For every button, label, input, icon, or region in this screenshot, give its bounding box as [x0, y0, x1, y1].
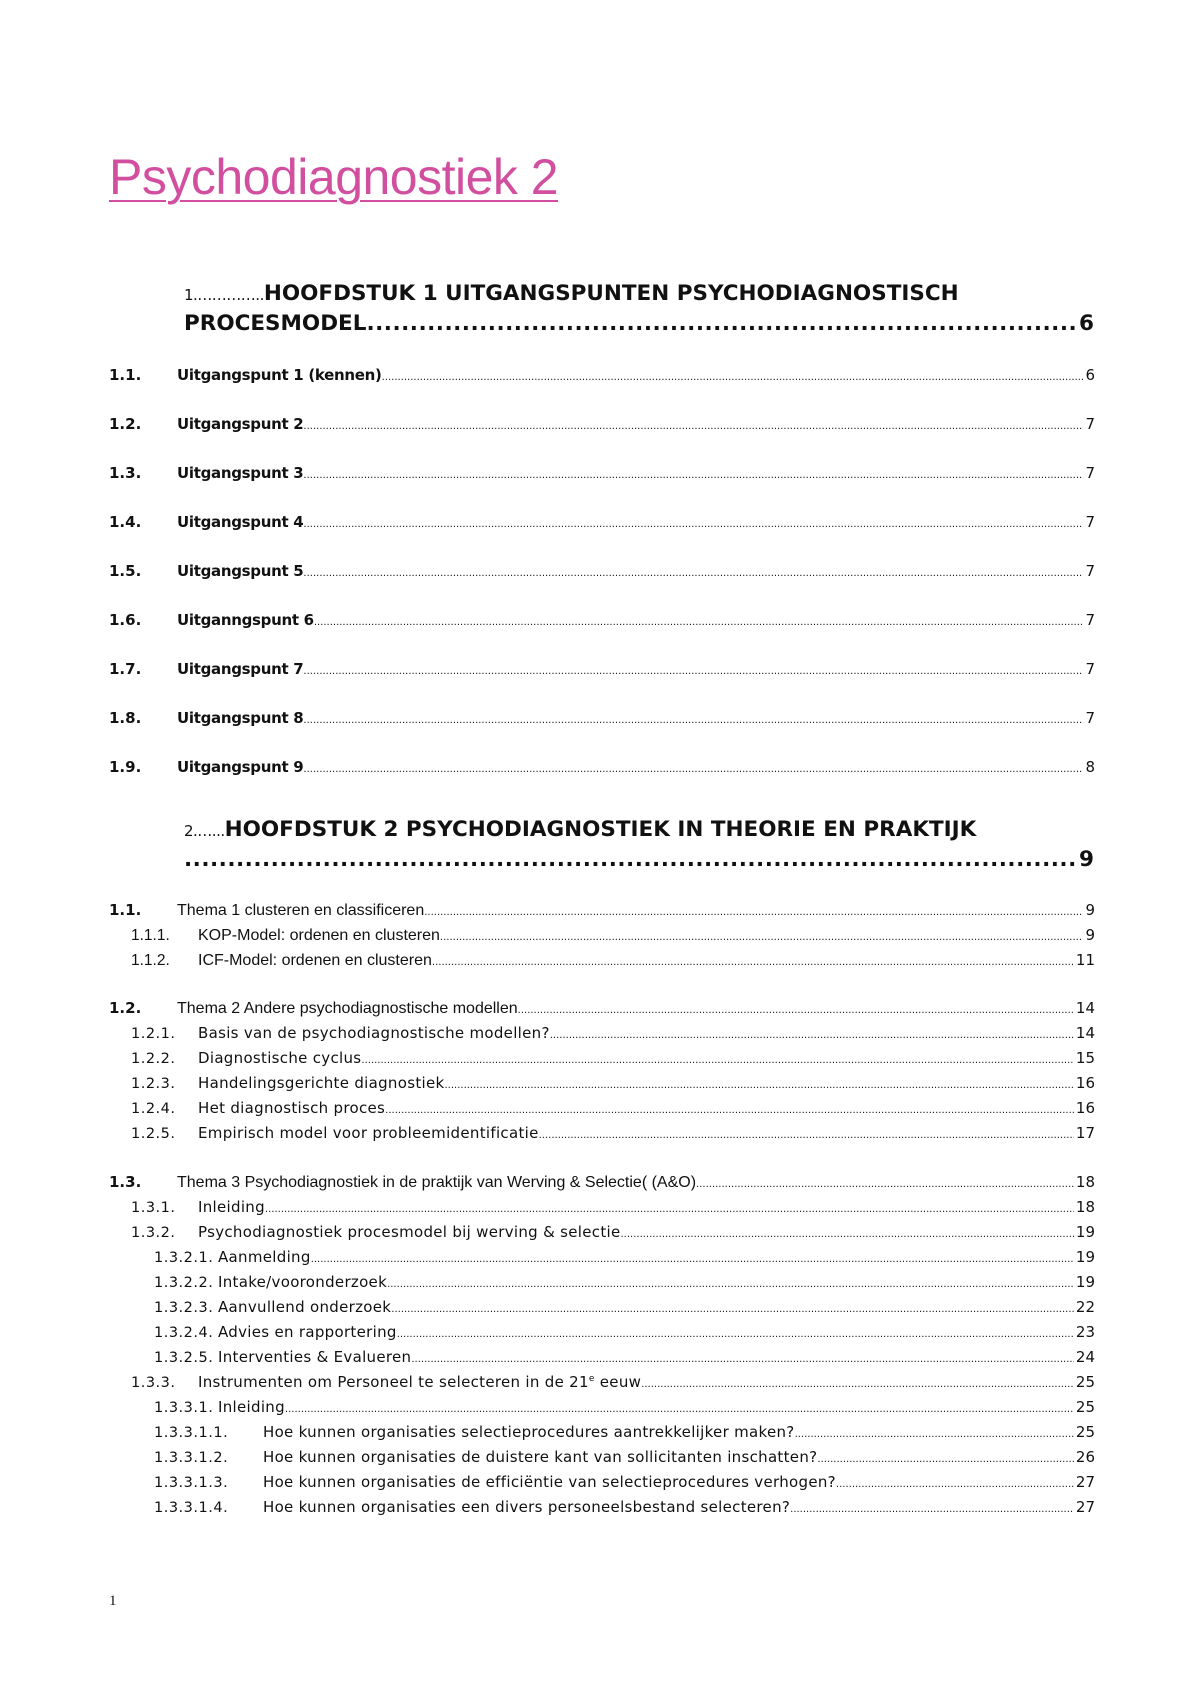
- toc-entry-page: 7: [1085, 464, 1095, 482]
- toc-entry[interactable]: [109, 1124, 1095, 1146]
- toc-entry-page: 14: [1075, 1024, 1095, 1042]
- toc-leader-dots: [397, 1329, 1074, 1340]
- toc-entry[interactable]: [109, 1099, 1095, 1121]
- toc-entry-page: 25: [1075, 1373, 1095, 1391]
- toc-entry[interactable]: [109, 926, 1095, 948]
- toc-entry[interactable]: [109, 1173, 1095, 1195]
- toc-entry-page: 25: [1075, 1398, 1095, 1416]
- toc-entry-page: 22: [1075, 1298, 1095, 1316]
- toc-entry-number: 1.2.3.: [131, 1076, 176, 1092]
- toc-leader-dots: [432, 957, 1074, 968]
- toc-leader-dots: [366, 309, 1079, 339]
- toc-entry-title: Basis van de psychodiagnostische modellen?: [198, 1024, 550, 1042]
- toc-entry[interactable]: [109, 1298, 1095, 1320]
- toc-entry[interactable]: [109, 562, 1095, 584]
- toc-entry-title: Thema 3 Psychodiagnostiek in de praktijk van Werving & Selectie( (A&O): [177, 1174, 697, 1191]
- superscript: e: [588, 1374, 595, 1384]
- toc-entry-page: 6: [1085, 366, 1095, 384]
- toc-entry-number: 1.2.: [109, 999, 142, 1017]
- toc-entry[interactable]: [109, 1448, 1095, 1470]
- toc-chapter-1-title-line2: PROCESMODEL: [184, 311, 367, 336]
- toc-entry-title: Aanvullend onderzoek: [218, 1298, 392, 1316]
- toc-entry-title: Hoe kunnen organisaties een divers personeelsbestand selecteren?: [263, 1498, 791, 1516]
- toc-leader-dots: [303, 519, 1083, 530]
- toc-entry-page: 25: [1075, 1423, 1095, 1441]
- toc-entry-number: 1.5.: [109, 562, 142, 580]
- toc-leader-dots: [696, 1179, 1074, 1190]
- toc-leader-dots: [303, 764, 1083, 775]
- toc-entry[interactable]: [109, 1049, 1095, 1071]
- toc-chapter-1-page: 6: [1079, 311, 1094, 336]
- toc-entry-page: 7: [1085, 611, 1095, 629]
- toc-entry-title: Inleiding: [218, 1398, 285, 1416]
- toc-entry-number: 1.6.: [109, 611, 142, 629]
- toc-entry-number: 1.3.2.5.: [154, 1350, 214, 1366]
- toc-entry-title: Handelingsgerichte diagnostiek: [198, 1074, 445, 1092]
- toc-entry-number: 1.3.3.1.1.: [154, 1425, 229, 1441]
- toc-entry-page: 17: [1075, 1124, 1095, 1142]
- toc-entry[interactable]: [109, 901, 1095, 923]
- toc-leader-dots: [539, 1130, 1074, 1141]
- toc-entry-title: Empirisch model voor probleemidentificatie: [198, 1124, 539, 1142]
- toc-entry-number: 1.2.5.: [131, 1126, 176, 1142]
- toc-entry[interactable]: [109, 1273, 1095, 1295]
- toc-entry[interactable]: [109, 1248, 1095, 1270]
- toc-entry[interactable]: [109, 366, 1095, 388]
- toc-entry-title: Advies en rapportering: [218, 1323, 397, 1341]
- toc-entry-title: Uitgangspunt 2: [177, 415, 304, 433]
- toc-entry-title: Thema 1 clusteren en classificeren: [177, 902, 425, 919]
- toc-chapter-1-lead: 1.…………..: [184, 286, 264, 304]
- toc-entry-page: 7: [1085, 660, 1095, 678]
- toc-entry-page: 7: [1085, 415, 1095, 433]
- toc-leader-dots: [790, 1504, 1074, 1515]
- toc-entry[interactable]: [109, 1223, 1095, 1245]
- toc-entry-page: 16: [1075, 1099, 1095, 1117]
- toc-entry-title: Uitgangspunt 5: [177, 562, 304, 580]
- toc-entry-number: 1.1.2.: [131, 952, 170, 969]
- toc-leader-dots: [641, 1379, 1074, 1390]
- toc-entry[interactable]: [109, 1423, 1095, 1445]
- toc-entry-page: 27: [1075, 1498, 1095, 1516]
- toc-entry-page: 24: [1075, 1348, 1095, 1366]
- toc-entry-number: 1.2.4.: [131, 1101, 176, 1117]
- toc-entry-page: 27: [1075, 1473, 1095, 1491]
- toc-entry-title: Psychodiagnostiek procesmodel bij werving & selectie: [198, 1223, 621, 1241]
- toc-entry-title: Uitgangspunt 7: [177, 660, 304, 678]
- toc-entry-page: 19: [1075, 1273, 1095, 1291]
- toc-leader-dots: [385, 1105, 1074, 1116]
- toc-chapter-2-heading[interactable]: [184, 815, 1094, 875]
- toc-leader-dots: [314, 617, 1084, 628]
- toc-entry-title: Uitgangspunt 1 (kennen): [177, 366, 382, 384]
- toc-entry-title: Uitgangspunt 4: [177, 513, 304, 531]
- toc-leader-dots: [445, 1080, 1074, 1091]
- toc-leader-dots: [303, 715, 1083, 726]
- toc-entry[interactable]: [109, 415, 1095, 437]
- toc-leader-dots: [382, 372, 1084, 383]
- toc-entry-page: 8: [1085, 758, 1095, 776]
- toc-entry-page: 23: [1075, 1323, 1095, 1341]
- toc-entry-number: 1.3.: [109, 464, 142, 482]
- toc-leader-dots: [440, 932, 1084, 943]
- toc-leader-dots: [303, 421, 1083, 432]
- toc-entry-number: 1.3.3.1.: [154, 1400, 214, 1416]
- toc-entry-page: 9: [1085, 901, 1095, 919]
- toc-entry-number: 1.3.2.3.: [154, 1300, 214, 1316]
- toc-entry-page: 9: [1085, 926, 1095, 944]
- toc-leader-dots: [361, 1055, 1074, 1066]
- toc-entry-page: 7: [1085, 709, 1095, 727]
- toc-entry-title: Hoe kunnen organisaties selectieprocedures aantrekkelijker maken?: [263, 1423, 795, 1441]
- toc-entry-number: 1.7.: [109, 660, 142, 678]
- toc-leader-dots: [424, 907, 1083, 918]
- toc-entry-title: Het diagnostisch proces: [198, 1099, 386, 1117]
- toc-leader-dots: [621, 1229, 1074, 1240]
- toc-leader-dots: [817, 1454, 1074, 1465]
- toc-entry[interactable]: [109, 1498, 1095, 1520]
- toc-entry-title: Diagnostische cyclus: [198, 1049, 362, 1067]
- toc-entry-title: Uitgangspunt 8: [177, 709, 304, 727]
- toc-chapter-1-title-line1: HOOFDSTUK 1 UITGANGSPUNTEN PSYCHODIAGNOSTISCH: [263, 281, 959, 306]
- toc-entry-page: 16: [1075, 1074, 1095, 1092]
- toc-leader-dots: [311, 1254, 1074, 1265]
- toc-entry-number: 1.1.1.: [131, 927, 170, 944]
- toc-entry-page: 14: [1075, 999, 1095, 1017]
- toc-entry-number: 1.2.: [109, 415, 142, 433]
- toc-entry-number: 1.3.2.4.: [154, 1325, 214, 1341]
- toc-entry-number: 1.9.: [109, 758, 142, 776]
- toc-leader-dots: [391, 1304, 1074, 1315]
- toc-leader-dots: [550, 1030, 1074, 1041]
- toc-entry[interactable]: [109, 660, 1095, 682]
- toc-leader-dots: [303, 470, 1083, 481]
- toc-entry-page: 18: [1075, 1198, 1095, 1216]
- toc-chapter-1-heading[interactable]: [184, 279, 1094, 339]
- toc-entry-title-rest: eeuw: [594, 1373, 642, 1391]
- document-title: Psychodiagnostiek 2: [109, 149, 559, 205]
- toc-entry-title: Uitganngspunt 6: [177, 611, 314, 629]
- toc-entry-title: Aanmelding: [218, 1248, 311, 1266]
- toc-leader-dots: [265, 1204, 1074, 1215]
- toc-leader-dots: [836, 1479, 1074, 1490]
- toc-entry[interactable]: [109, 1473, 1095, 1495]
- toc-entry-page: 19: [1075, 1223, 1095, 1241]
- toc-leader-dots: [303, 568, 1083, 579]
- toc-entry-title: KOP-Model: ordenen en clusteren: [198, 927, 440, 944]
- toc-chapter-2-page: 9: [1079, 847, 1094, 872]
- toc-leader-dots: [518, 1005, 1074, 1016]
- toc-entry[interactable]: [109, 464, 1095, 486]
- toc-entry[interactable]: [109, 758, 1095, 780]
- toc-entry-number: 1.8.: [109, 709, 142, 727]
- toc-entry-title: Hoe kunnen organisaties de efficiëntie van selectieprocedures verhogen?: [263, 1473, 836, 1491]
- toc-entry-number: 1.1.: [109, 901, 142, 919]
- toc-entry[interactable]: [109, 951, 1095, 973]
- toc-leader-dots: [184, 845, 1079, 875]
- toc-entry-number: 1.3.2.: [131, 1225, 176, 1241]
- toc-entry-page: 11: [1075, 951, 1095, 969]
- toc-entry[interactable]: [109, 709, 1095, 731]
- toc-entry-number: 1.4.: [109, 513, 142, 531]
- toc-entry-title: Interventies & Evalueren: [218, 1348, 412, 1366]
- toc-entry-page: 7: [1085, 513, 1095, 531]
- toc-entry[interactable]: [109, 1074, 1095, 1096]
- toc-entry-number: 1.3.3.: [131, 1375, 176, 1391]
- toc-entry-number: 1.2.1.: [131, 1026, 176, 1042]
- toc-entry-page: 18: [1075, 1173, 1095, 1191]
- toc-entry-title: Uitgangspunt 9: [177, 758, 304, 776]
- toc-entry-page: 26: [1075, 1448, 1095, 1466]
- toc-entry-number: 1.3.2.1.: [154, 1250, 214, 1266]
- toc-entry[interactable]: [109, 1398, 1095, 1420]
- toc-entry-number: 1.3.: [109, 1173, 142, 1191]
- toc-entry-number: 1.3.3.1.2.: [154, 1450, 229, 1466]
- toc-entry-title: Intake/vooronderzoek: [218, 1273, 388, 1291]
- toc-entry-title: Inleiding: [198, 1198, 265, 1216]
- toc-entry-page: 15: [1075, 1049, 1095, 1067]
- toc-leader-dots: [795, 1429, 1074, 1440]
- toc-entry-page: 19: [1075, 1248, 1095, 1266]
- toc-entry-number: 1.1.: [109, 366, 142, 384]
- page-number: 1: [109, 1593, 117, 1609]
- toc-leader-dots: [285, 1404, 1074, 1415]
- toc-entry[interactable]: [109, 1198, 1095, 1220]
- toc-entry-title-main: Instrumenten om Personeel te selecteren in de 21: [198, 1373, 589, 1391]
- toc-entry-number: 1.2.2.: [131, 1051, 176, 1067]
- toc-entry-number: 1.3.3.1.4.: [154, 1500, 229, 1516]
- toc-entry-number: 1.3.1.: [131, 1200, 176, 1216]
- toc-entry[interactable]: [109, 999, 1095, 1021]
- toc-entry[interactable]: [109, 1024, 1095, 1046]
- toc-chapter-2-title: HOOFDSTUK 2 PSYCHODIAGNOSTIEK IN THEORIE EN PRAKTIJK: [224, 817, 977, 842]
- toc-chapter-2-lead: 2.…...: [184, 822, 225, 840]
- toc-entry[interactable]: [109, 611, 1095, 633]
- toc-leader-dots: [387, 1279, 1074, 1290]
- toc-entry-title: Uitgangspunt 3: [177, 464, 304, 482]
- toc-entry-title: [198, 1373, 641, 1391]
- toc-leader-dots: [303, 666, 1083, 677]
- toc-entry[interactable]: [109, 1323, 1095, 1345]
- toc-entry-number: 1.3.2.2.: [154, 1275, 214, 1291]
- toc-entry-page: 7: [1085, 562, 1095, 580]
- toc-entry-title: Thema 2 Andere psychodiagnostische modellen: [177, 1000, 518, 1017]
- toc-entry-number: 1.3.3.1.3.: [154, 1475, 229, 1491]
- toc-entry[interactable]: [109, 513, 1095, 535]
- toc-entry-title: ICF-Model: ordenen en clusteren: [198, 952, 432, 969]
- toc-entry[interactable]: [109, 1373, 1095, 1395]
- toc-leader-dots: [411, 1354, 1074, 1365]
- toc-entry-title: Hoe kunnen organisaties de duistere kant van sollicitanten inschatten?: [263, 1448, 818, 1466]
- toc-entry[interactable]: [109, 1348, 1095, 1370]
